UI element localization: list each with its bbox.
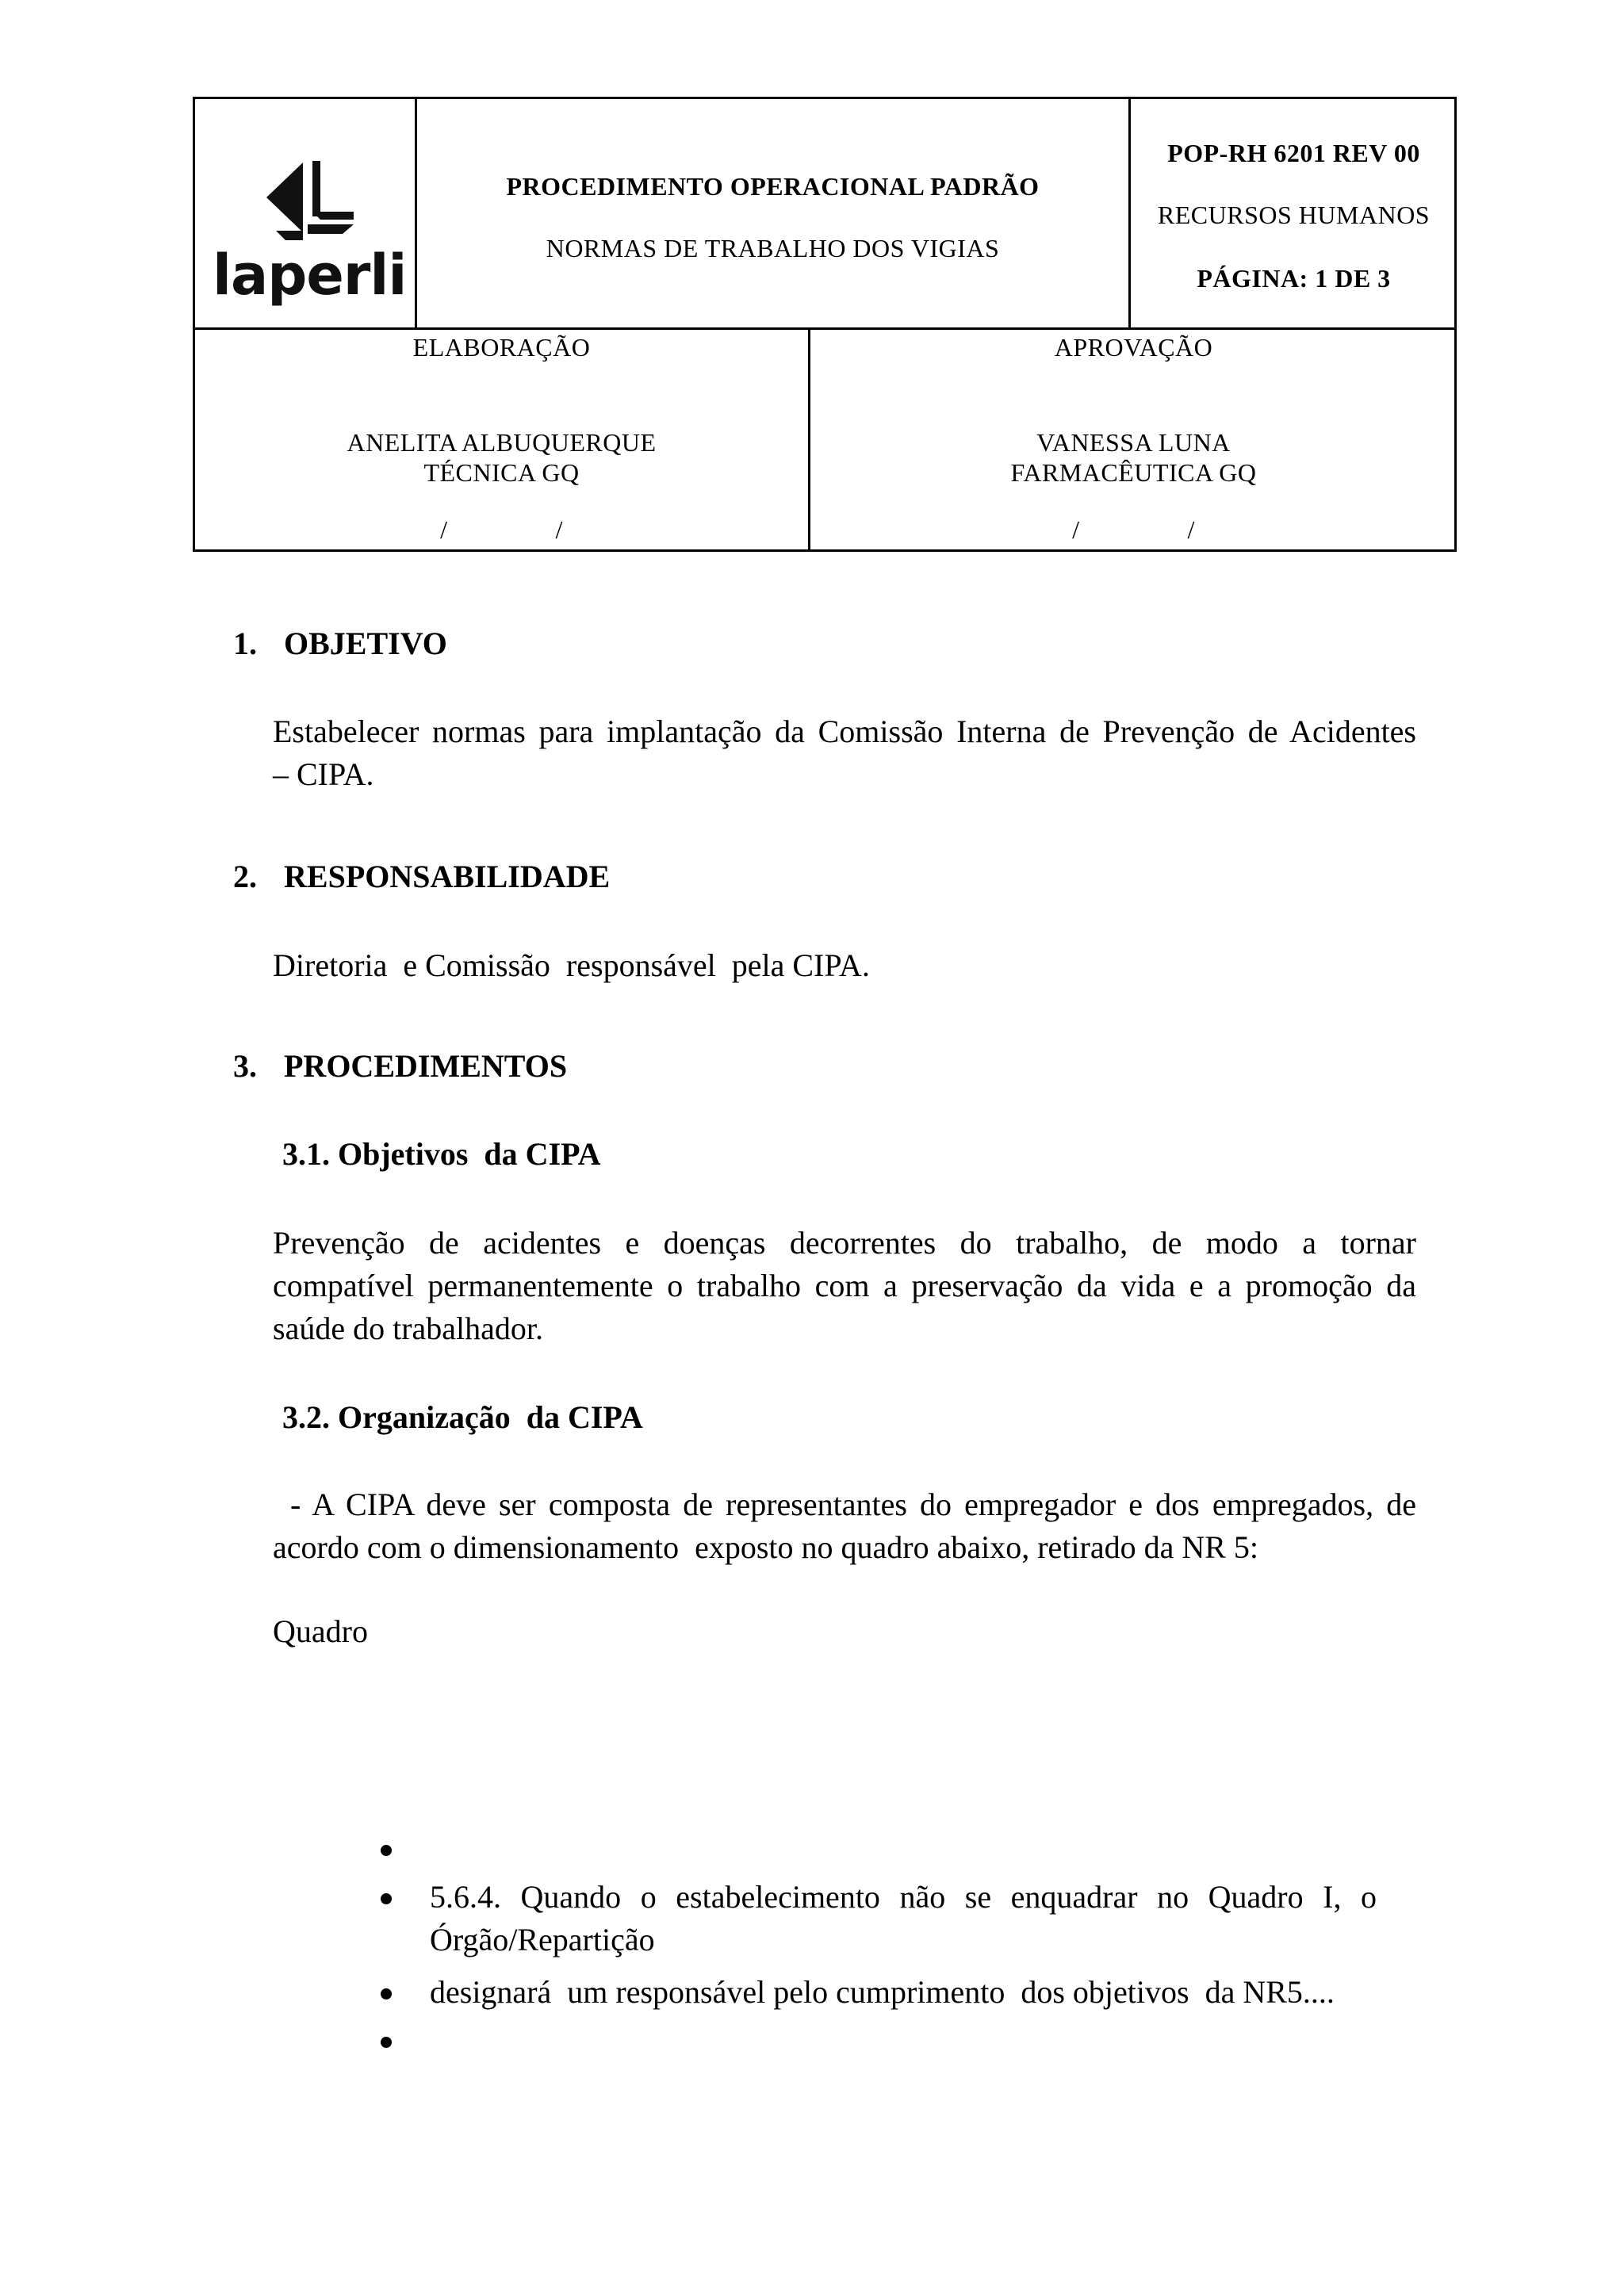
doc-code: POP-RH 6201 REV 00 <box>1167 139 1420 167</box>
paragraph-line: - A CIPA deve ser composta de representantes do empregador e dos empregados, de <box>290 1487 1416 1522</box>
subsection-3-2-paragraph <box>273 1483 1416 1569</box>
section-number: 2. <box>233 859 257 894</box>
header-top-row <box>195 99 1454 330</box>
subsection-3-1-heading: 3.1. Objetivos da CIPA <box>282 1136 601 1172</box>
paragraph-line: acordo com o dimensionamento exposto no quadro abaixo, retirado da NR 5: <box>273 1529 1259 1565</box>
bullet-marker <box>381 2037 400 2056</box>
section-number: 1. <box>233 626 257 661</box>
section-title: PROCEDIMENTOS <box>284 1048 568 1084</box>
procedure-title: NORMAS DE TRABALHO DOS VIGIAS <box>546 234 1000 262</box>
section-1-paragraph <box>273 710 1416 796</box>
header-signature-row <box>195 330 1454 552</box>
quadro-label: Quadro <box>273 1613 368 1649</box>
aprovacao-role: FARMACÊUTICA GQ <box>1010 458 1257 487</box>
bullet-line: Órgão/Repartição <box>430 1922 655 1957</box>
aprovacao-label: APROVAÇÃO <box>1054 333 1213 362</box>
aprovacao-date: / / <box>1072 515 1195 544</box>
elaboracao-label: ELABORAÇÃO <box>412 333 591 362</box>
aprovacao-name: VANESSA LUNA <box>1036 428 1231 457</box>
bullet-text: designará um responsável pelo cumprimento dos objetivos da NR5.... <box>430 1974 1335 2010</box>
procedure-type: PROCEDIMENTO OPERACIONAL PADRÃO <box>506 172 1040 201</box>
bullet-text <box>430 1876 1377 1961</box>
paragraph-line: Prevenção de acidentes e doenças decorrentes do trabalho, de modo a tornar <box>273 1225 1416 1261</box>
section-2-paragraph: Diretoria e Comissão responsável pela CIPA. <box>273 947 870 983</box>
section-1-heading <box>233 622 868 665</box>
elaboracao-date: / / <box>440 515 563 544</box>
laperli-logo-icon <box>266 161 354 240</box>
section-2-heading <box>233 855 868 898</box>
section-title: OBJETIVO <box>284 626 447 661</box>
elaboracao-cell <box>195 330 810 552</box>
aprovacao-cell <box>810 330 1457 552</box>
section-3-heading <box>233 1045 868 1088</box>
bullet-marker <box>381 1893 400 1912</box>
subsection-3-1-paragraph <box>273 1222 1416 1350</box>
info-cell <box>1131 99 1457 327</box>
paragraph-line: – CIPA. <box>273 756 374 792</box>
bullet-line: 5.6.4. Quando o estabelecimento não se enquadrar no Quadro I, o <box>430 1879 1377 1915</box>
subsection-3-2-heading: 3.2. Organização da CIPA <box>282 1399 643 1435</box>
document-header-table <box>193 97 1457 552</box>
section-number: 3. <box>233 1048 257 1084</box>
paragraph-line: compatível permanentemente o trabalho com a preservação da vida e a promoção da <box>273 1268 1416 1303</box>
logo-cell <box>195 99 417 327</box>
paragraph-line: Estabelecer normas para implantação da Comissão Interna de Prevenção de Acidentes <box>273 714 1416 749</box>
bullet-marker <box>381 1988 400 2007</box>
logo-wordmark: laperli <box>213 243 407 308</box>
bullet-marker <box>381 1845 400 1864</box>
elaboracao-name: ANELITA ALBUQUERQUE <box>347 428 657 457</box>
paragraph-line: saúde do trabalhador. <box>273 1311 543 1346</box>
section-title: RESPONSABILIDADE <box>284 859 611 894</box>
page-number: PÁGINA: 1 DE 3 <box>1197 264 1391 293</box>
department: RECURSOS HUMANOS <box>1157 201 1431 229</box>
elaboracao-role: TÉCNICA GQ <box>423 458 580 487</box>
title-cell <box>417 99 1131 327</box>
